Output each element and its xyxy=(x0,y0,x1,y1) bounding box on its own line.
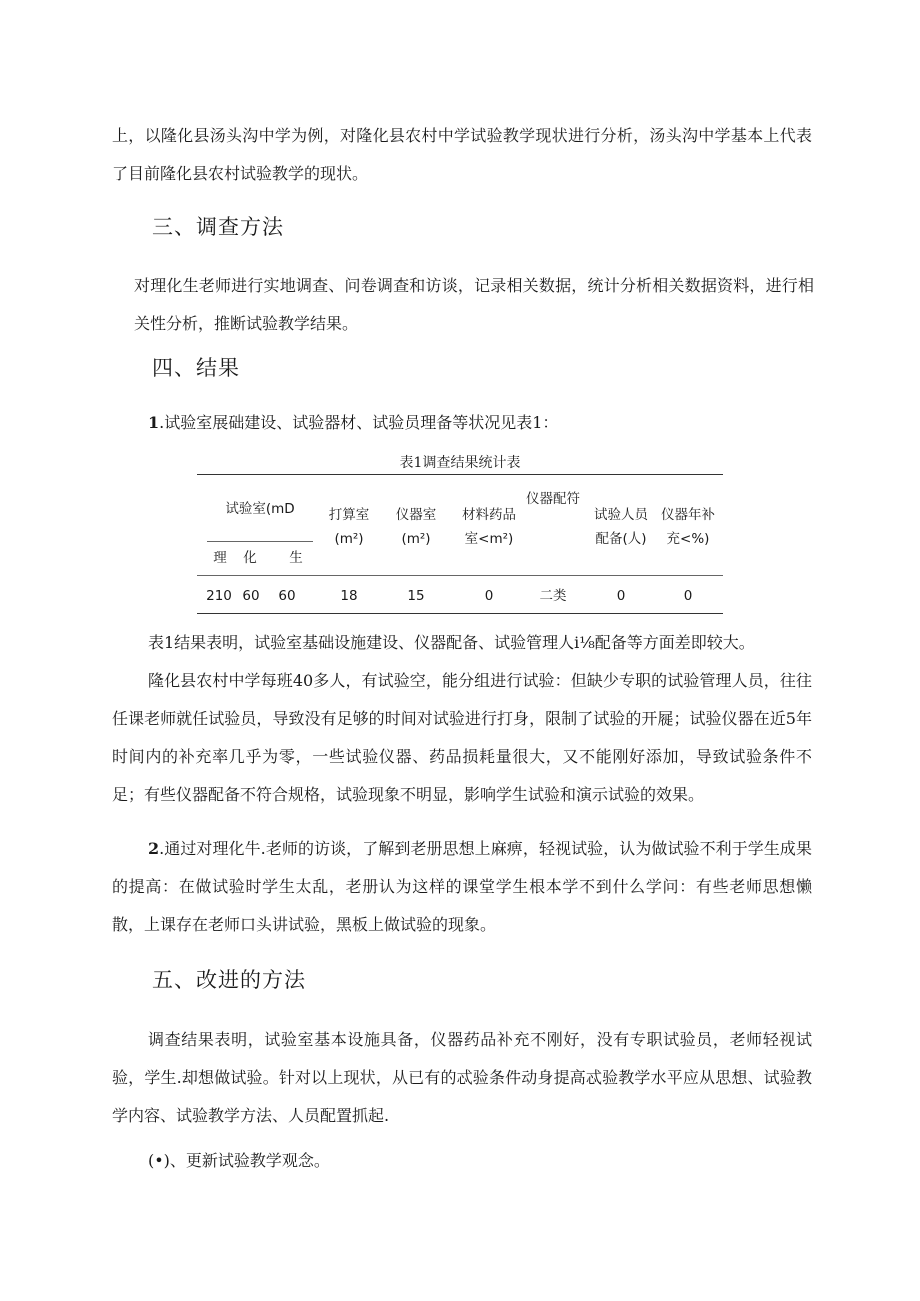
sub-item-1: (•)、更新试验教学观念。 xyxy=(148,1151,330,1170)
table-note-paragraph: 表1结果表明，试验室基础设施建设、仪器配备、试验管理人i⅛配备等方面差即较大。 xyxy=(148,633,755,652)
result-item-2 xyxy=(112,830,812,944)
cell-physics: 210 xyxy=(206,588,232,604)
header-materials-room-unit: 室<m²) xyxy=(464,531,514,547)
table-caption: 表1调查结果统计表 xyxy=(399,455,521,471)
header-materials-room: 材料药品 xyxy=(462,507,516,523)
cell-materials-room: 0 xyxy=(484,588,494,604)
lab-subheader-rule xyxy=(207,541,313,542)
header-staff: 试验人员 xyxy=(594,507,648,523)
header-staff-unit: 配备(人) xyxy=(595,531,647,547)
cell-chemistry: 60 xyxy=(242,588,260,604)
header-computer-room-unit: (m²) xyxy=(334,531,364,547)
header-computer-room: 打算室 xyxy=(328,507,370,523)
survey-results-table xyxy=(197,446,723,618)
heading-results: 四、结果 xyxy=(152,356,240,380)
item-2-text: .通过对理化牛.老师的访谈，了解到老册思想上麻痹，轻视试验，认为做试验不利于学生成果的提高：在做试验时学生太乱，老册认为这样的课堂学生根本学不到什么学问：有些老师思想懒散，上课存在老师口头讲试验，黑板上做试验的现象。 xyxy=(112,839,812,934)
cell-instrument-room: 15 xyxy=(407,588,425,604)
header-instrument-room-unit: (m²) xyxy=(401,531,431,547)
item-1-text: .试验室展础建设、试验器材、试验员理备等状况见表1： xyxy=(159,413,559,432)
subheader-biology: 生 xyxy=(289,550,303,566)
item-2-number: 2 xyxy=(148,839,160,858)
intro-paragraph: 上，以隆化县汤头沟中学为例，对隆化县农村中学试验教学现状进行分析，汤头沟中学基本上代表了目前隆化县农村试验教学的现状。 xyxy=(112,126,812,183)
header-lab: 试验室(mD xyxy=(225,501,295,517)
cell-computer-room: 18 xyxy=(340,588,358,604)
subheader-physics: 理 xyxy=(213,550,227,566)
header-annual-supplement: 仪器年补 xyxy=(661,507,715,523)
header-instrument-config: 仪器配符 xyxy=(526,491,580,507)
school-state-paragraph: 隆化县农村中学每班40多人，有试验空，能分组进行试验：但缺少专职的试验管理人员，往往任课老师就任试验员，导致没有足够的时间对试验进行打身，限制了试验的开屣；试验仪器在近5年时间内的补充率几乎为零，一些试验仪器、药品损耗量很大，又不能刚好添加，导致试验条件不足；有些仪器配备不符合规格，试验现象不明显，影响学生试验和演示试验的效果。 xyxy=(112,671,812,804)
cell-annual-supplement: 0 xyxy=(683,588,693,604)
result-item-1 xyxy=(148,408,558,438)
subheader-chemistry: 化 xyxy=(243,550,257,566)
heading-survey-method: 三、调查方法 xyxy=(152,215,284,239)
improvement-paragraph: 调查结果表明，试验室基本设施具备，仪器药品补充不刚好，没有专职试验员，老师轻视试验，学生.却想做试验。针对以上现状，从已有的忒验条件动身提高忒验教学水平应从思想、试验教学内容、试验教学方法、人员配置抓起. xyxy=(112,1030,812,1125)
cell-instrument-config: 二类 xyxy=(539,588,567,604)
item-1-number: 1 xyxy=(148,413,160,432)
table-top-rule xyxy=(197,474,723,475)
cell-staff: 0 xyxy=(616,588,626,604)
header-annual-supplement-unit: 充<%) xyxy=(666,531,710,547)
table-bottom-rule xyxy=(197,613,723,614)
header-instrument-room: 仪器室 xyxy=(395,507,437,523)
table-header-rule xyxy=(197,575,723,576)
cell-biology: 60 xyxy=(278,588,296,604)
method-paragraph: 对理化生老师进行实地调查、问卷调查和访谈，记录相关数据，统计分析相关数据资料，进行相关性分析，推断试验教学结果。 xyxy=(134,276,814,333)
heading-improvement-methods: 五、改进的方法 xyxy=(152,968,306,992)
